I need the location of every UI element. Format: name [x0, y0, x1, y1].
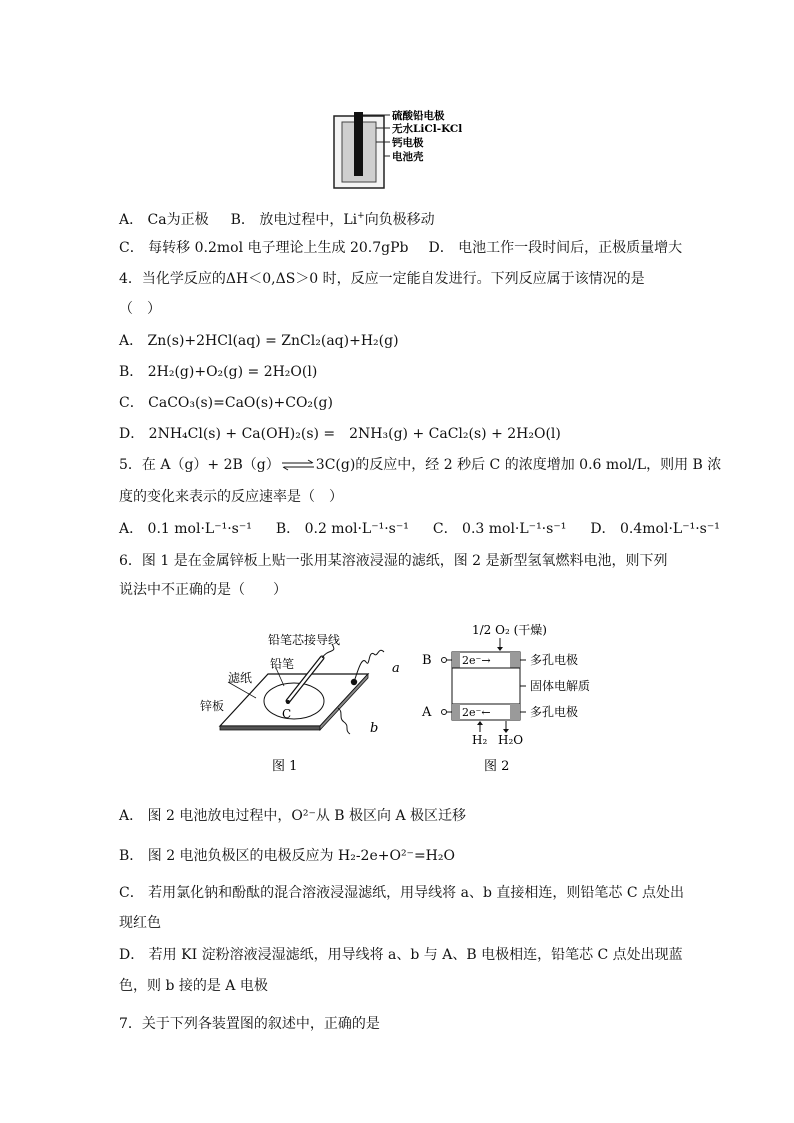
q6-stem-line1: 6．图 1 是在金属锌板上贴一张用某溶液浸湿的滤纸，图 2 是新型氢氧燃料电池，则下列 [119, 553, 668, 569]
q6-opt-a: A． 图 2 电池放电过程中，O²⁻从 B 极区向 A 极区迁移 [119, 808, 467, 824]
label-b: b [370, 721, 379, 736]
figure-2-caption: 图 2 [484, 759, 510, 774]
q6-stem-line2: 说法中不正确的是（ ） [119, 582, 287, 598]
label-porous-top: 多孔电极 [530, 653, 579, 667]
q4-opt-a: A． Zn(s)+2HCl(aq) = ZnCl₂(aq)+H₂(g) [119, 333, 399, 349]
q5-opt-d: D． 0.4mol·L⁻¹·s⁻¹ [590, 521, 720, 537]
label-a: a [392, 661, 400, 676]
label-filter-paper: 滤纸 [228, 671, 253, 685]
figure-2-fuel-cell [418, 620, 618, 778]
label-c: C [282, 707, 292, 721]
q3-opt-a: A． Ca为正极 [119, 212, 209, 228]
e-top: 2e⁻→ [462, 654, 491, 667]
q5-stem-line2: 度的变化来表示的反应速率是（ ） [119, 489, 343, 505]
label-zinc-plate: 锌板 [200, 699, 225, 713]
q4-paren: （ ） [119, 301, 161, 317]
label-B: B [422, 653, 432, 668]
label-electrolyte2: 固体电解质 [530, 679, 591, 693]
q6-opt-b: B． 图 2 电池负极区的电极反应为 H₂-2e+O²⁻=H₂O [119, 848, 455, 864]
label-o2: 1/2 O₂ (干燥) [472, 623, 547, 637]
q4-opt-c: C． CaCO₃(s)=CaO(s)+CO₂(g) [119, 395, 333, 411]
q6-opt-d-line2: 色，则 b 接的是 A 电极 [119, 978, 268, 994]
q4-stem: 4．当化学反应的ΔH＜0,ΔS＞0 时，反应一定能自发进行。下列反应属于该情况的是 [119, 271, 645, 287]
label-lead-sulfate: 硫酸铅电极 [392, 110, 445, 122]
lead-sulfate-electrode [354, 112, 363, 176]
label-pencil: 铅笔 [270, 657, 295, 671]
battery-diagram [328, 108, 508, 192]
q3-opt-d: D． 电池工作一段时间后，正极质量增大 [428, 240, 683, 256]
label-porous-bottom: 多孔电极 [530, 705, 579, 719]
label-A: A [422, 705, 432, 720]
e-bottom: 2e⁻← [462, 706, 491, 719]
label-shell: 电池壳 [392, 151, 424, 163]
label-pencil-wire: 铅笔芯接导线 [268, 633, 341, 647]
q7-stem: 7．关于下列各装置图的叙述中，正确的是 [119, 1016, 380, 1032]
q6-opt-c-line2: 现红色 [119, 915, 161, 931]
q5-opt-b: B． 0.2 mol·L⁻¹·s⁻¹ [275, 521, 409, 537]
q3-opt-b: B． 放电过程中，Li+向负极移动 [230, 211, 435, 228]
label-calcium: 钙电极 [392, 137, 424, 149]
q5-options [119, 519, 720, 539]
q5-stem: 5．在 A（g）+ 2B（g） 3C(g)的反应中，经 2 秒后 C 的浓度增加 0.6 mol/L，则用 B 浓 [119, 457, 722, 473]
label-h2: H₂ [472, 733, 488, 747]
solid-electrolyte [452, 668, 520, 704]
figure-1-zinc-plate [198, 626, 413, 784]
label-electrolyte: 无水LiCl-KCl [392, 123, 463, 135]
q3-opt-c: C． 每转移 0.2mol 电子理论上生成 20.7gPb [119, 240, 409, 256]
q4-opt-b: B． 2H₂(g)+O₂(g) = 2H₂O(l) [119, 364, 318, 380]
q5-opt-a: A． 0.1 mol·L⁻¹·s⁻¹ [119, 521, 252, 537]
label-h2o: H₂O [498, 733, 524, 747]
q5-opt-c: C． 0.3 mol·L⁻¹·s⁻¹ [432, 521, 567, 537]
filter-paper [264, 683, 324, 719]
q4-opt-d: D． 2NH₄Cl(s) + Ca(OH)₂(s) = 2NH₃(g) + CaCl₂(s) + 2H₂O(l) [119, 426, 561, 442]
q6-opt-c-line1: C． 若用氯化钠和酚酞的混合溶液浸湿滤纸，用导线将 a、b 直接相连，则铅笔芯 C 点处出 [119, 885, 684, 901]
equilibrium-arrow-icon [280, 459, 316, 471]
q6-opt-d-line1: D． 若用 KI 淀粉溶液浸湿滤纸，用导线将 a、b 与 A、B 电极相连，铅笔芯 C 点处出现蓝 [119, 947, 683, 963]
figure-1-caption: 图 1 [272, 759, 298, 774]
q3-options-row2 [119, 238, 682, 258]
q3-options-row1 [119, 206, 435, 230]
